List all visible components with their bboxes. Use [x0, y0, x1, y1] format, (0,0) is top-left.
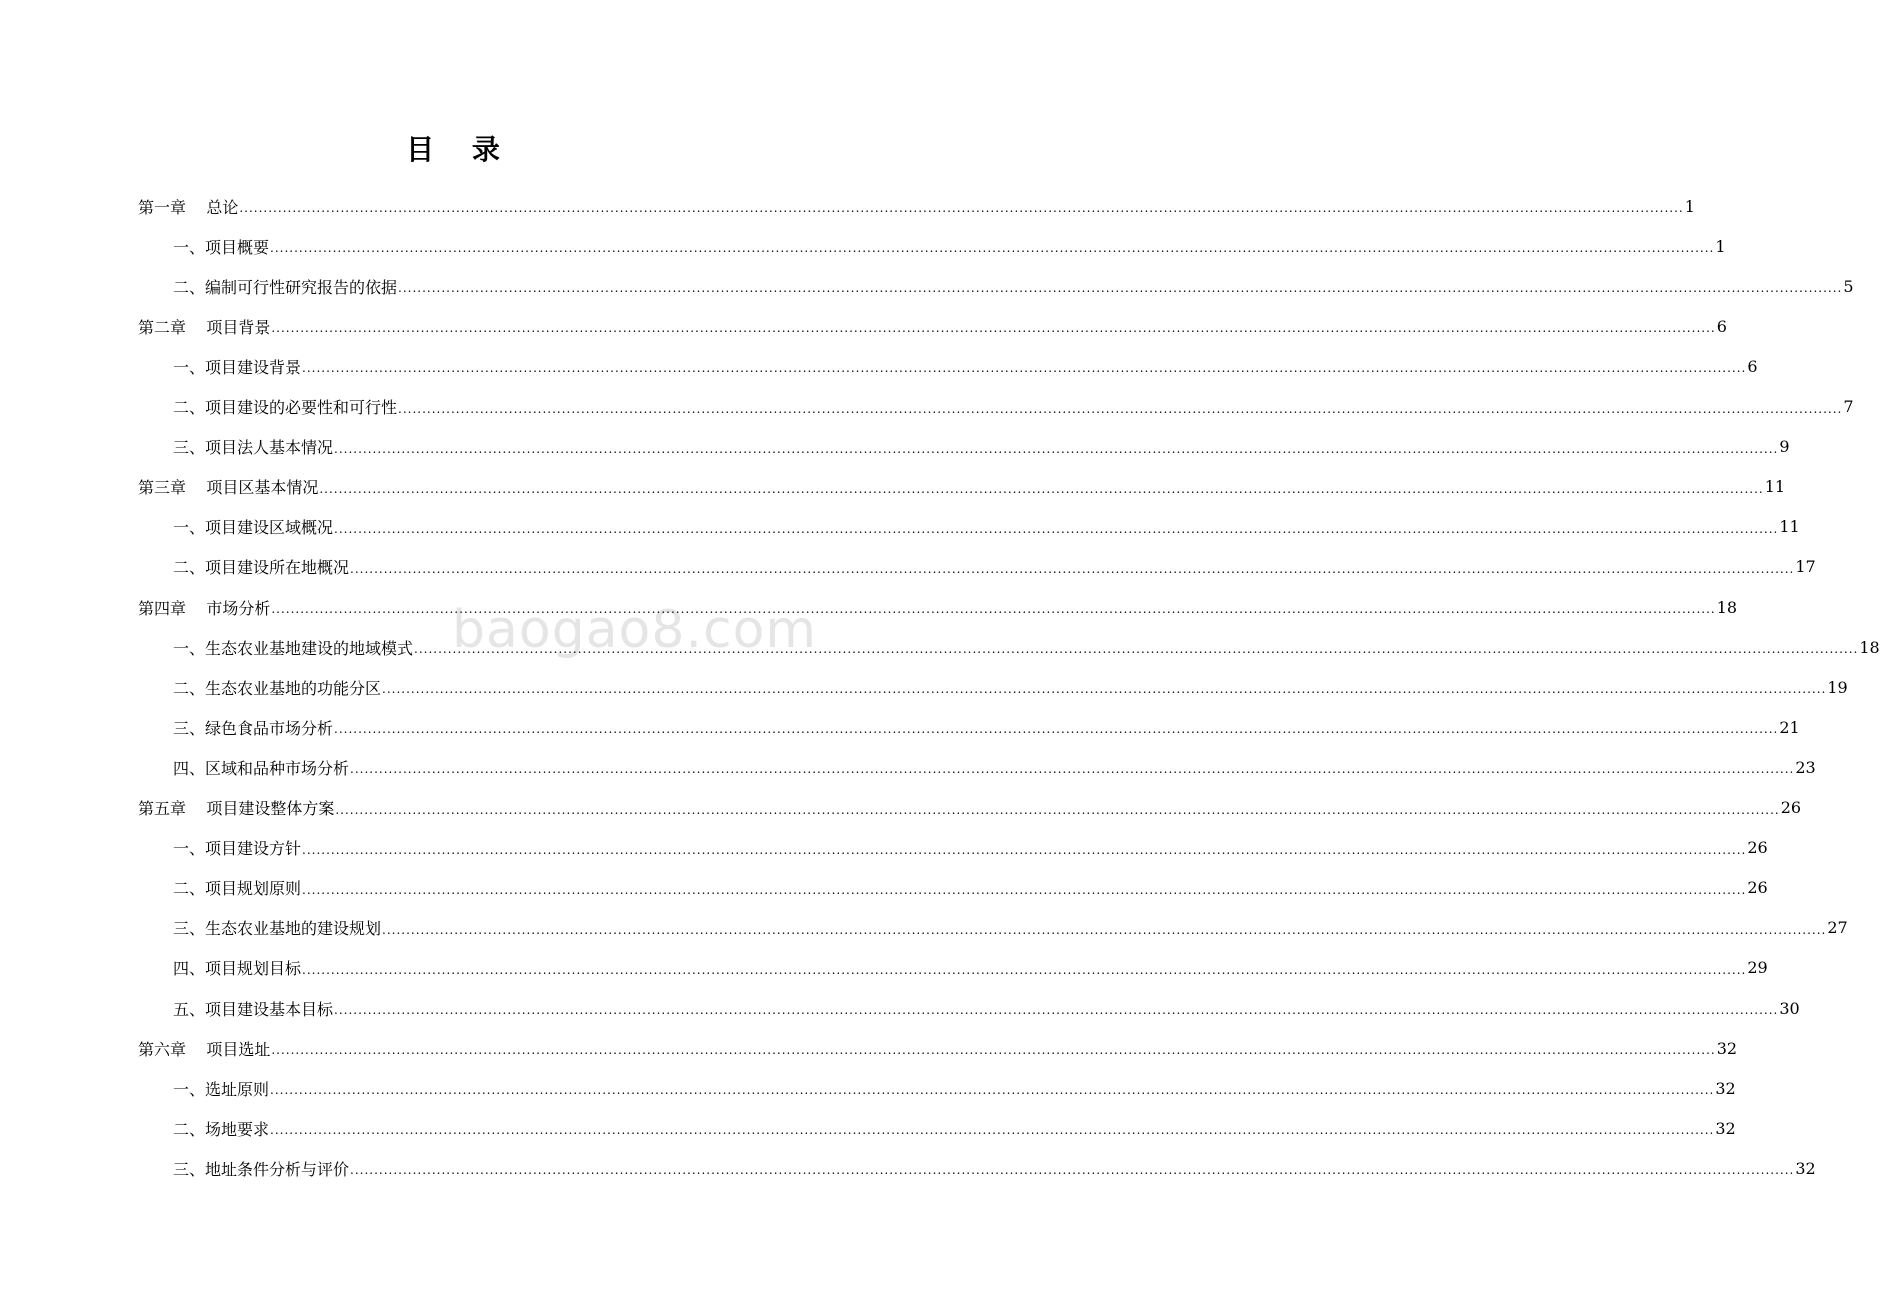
toc-page-number: 19 — [1827, 677, 1848, 697]
toc-section-entry[interactable] — [0, 988, 1800, 1028]
toc-dot-leader: ............................................................................................................................................................................................................................................................................................................ — [319, 481, 1764, 496]
toc-chapter-entry[interactable] — [0, 788, 1802, 828]
toc-dot-leader: ............................................................................................................................................................................................................................................................................................................ — [270, 1083, 1715, 1098]
toc-entry-title: 五、项目建设基本目标 — [173, 999, 334, 1019]
toc-chapter-entry[interactable] — [0, 186, 1695, 226]
toc-section-entry[interactable] — [0, 627, 1880, 667]
toc-section-entry[interactable] — [0, 747, 1816, 787]
toc-entry-title: 第四章 市场分析 — [138, 598, 271, 618]
toc-section-entry[interactable] — [0, 387, 1854, 427]
toc-section-entry[interactable] — [0, 346, 1758, 386]
toc-section-entry[interactable] — [0, 1148, 1816, 1188]
toc-entry-title: 四、区域和品种市场分析 — [173, 758, 350, 778]
toc-dot-leader: ............................................................................................................................................................................................................................................................................................................ — [270, 1123, 1715, 1138]
toc-entry-title: 一、选址原则 — [173, 1079, 270, 1099]
toc-entry-title: 二、项目建设所在地概况 — [173, 558, 350, 578]
toc-page-number: 30 — [1779, 998, 1800, 1018]
toc-entry-title: 一、项目建设背景 — [173, 357, 302, 377]
toc-dot-leader: ............................................................................................................................................................................................................................................................................................................ — [382, 682, 1827, 697]
toc-entry-title: 三、绿色食品市场分析 — [173, 718, 334, 738]
toc-page-number: 26 — [1747, 838, 1768, 858]
toc-entry-title: 二、生态农业基地的功能分区 — [173, 678, 382, 698]
toc-page-number: 23 — [1795, 757, 1816, 777]
toc-dot-leader: ............................................................................................................................................................................................................................................................................................................ — [350, 1163, 1795, 1178]
toc-page-number: 11 — [1779, 517, 1800, 537]
toc-section-entry[interactable] — [0, 547, 1816, 587]
toc-chapter-entry[interactable] — [0, 467, 1786, 507]
toc-dot-leader: ............................................................................................................................................................................................................................................................................................................ — [334, 521, 1779, 536]
toc-page-number: 18 — [1859, 637, 1880, 657]
toc-section-entry[interactable] — [0, 266, 1854, 306]
watermark: baogao8.com — [452, 600, 818, 660]
toc-section-entry[interactable] — [0, 427, 1790, 467]
toc-entry-title: 二、项目建设的必要性和可行性 — [173, 398, 398, 417]
toc-dot-leader: ............................................................................................................................................................................................................................................................................................................ — [302, 882, 1747, 897]
toc-page-number: 11 — [1764, 477, 1786, 497]
toc-page-number: 1 — [1715, 236, 1726, 256]
toc-dot-leader: ............................................................................................................................................................................................................................................................................................................ — [335, 802, 1780, 817]
toc-entry-title: 三、项目法人基本情况 — [173, 438, 334, 458]
toc-entry-title: 第五章 项目建设整体方案 — [138, 799, 335, 818]
toc-page-number: 17 — [1795, 557, 1816, 577]
toc-dot-leader: ............................................................................................................................................................................................................................................................................................................ — [271, 602, 1716, 616]
toc-page-number: 29 — [1747, 958, 1768, 978]
toc-section-entry[interactable] — [0, 507, 1800, 547]
toc-page-number: 5 — [1843, 276, 1854, 296]
toc-page-number: 6 — [1716, 316, 1727, 336]
toc-entry-title: 第一章 总论 — [138, 197, 239, 217]
toc-section-entry[interactable] — [0, 828, 1768, 868]
toc-section-entry[interactable] — [0, 667, 1848, 707]
toc-page-number: 7 — [1843, 397, 1854, 416]
toc-page-number: 27 — [1827, 918, 1848, 938]
toc-dot-leader: ............................................................................................................................................................................................................................................................................................................ — [334, 1003, 1779, 1017]
toc-dot-leader: ............................................................................................................................................................................................................................................................................................................ — [398, 281, 1843, 296]
toc-page-number: 21 — [1779, 717, 1800, 737]
toc-page-number: 26 — [1780, 798, 1802, 817]
toc-page-number: 9 — [1779, 437, 1790, 457]
toc-entry-title: 第二章 项目背景 — [138, 317, 271, 337]
toc-page-number: 1 — [1684, 196, 1695, 216]
toc-dot-leader: ............................................................................................................................................................................................................................................................................................................ — [350, 561, 1795, 576]
toc-page-number: 26 — [1747, 878, 1768, 898]
toc-dot-leader: ............................................................................................................................................................................................................................................................................................................ — [334, 722, 1779, 737]
toc-page-number: 32 — [1716, 1038, 1738, 1058]
toc-section-entry[interactable] — [0, 868, 1768, 908]
toc-entry-title: 二、编制可行性研究报告的依据 — [173, 277, 398, 297]
toc-chapter-entry[interactable] — [0, 306, 1727, 346]
toc-section-entry[interactable] — [0, 1108, 1736, 1148]
toc-entry-title: 一、项目建设区域概况 — [173, 518, 334, 538]
toc-chapter-entry[interactable] — [0, 587, 1738, 627]
toc-entry-title: 第三章 项目区基本情况 — [138, 478, 319, 498]
toc-section-entry[interactable] — [0, 908, 1848, 948]
toc-entry-title: 二、场地要求 — [173, 1119, 270, 1139]
toc-entry-title: 一、项目建设方针 — [173, 839, 302, 859]
toc-dot-leader: ............................................................................................................................................................................................................................................................................................................ — [239, 201, 1684, 215]
toc-dot-leader: ............................................................................................................................................................................................................................................................................................................ — [271, 1043, 1716, 1058]
toc-dot-leader: ............................................................................................................................................................................................................................................................................................................ — [302, 962, 1747, 977]
toc-page-number: 6 — [1747, 356, 1758, 376]
toc-page-number: 32 — [1715, 1078, 1736, 1098]
page-title: 目 录 — [406, 133, 514, 166]
toc-dot-leader: ............................................................................................................................................................................................................................................................................................................ — [398, 401, 1843, 416]
toc-section-entry[interactable] — [0, 707, 1800, 747]
toc-dot-leader: ............................................................................................................................................................................................................................................................................................................ — [302, 361, 1747, 376]
toc-page-number: 32 — [1715, 1118, 1736, 1138]
toc-dot-leader: ............................................................................................................................................................................................................................................................................................................ — [271, 321, 1716, 336]
toc-entry-title: 四、项目规划目标 — [173, 959, 302, 979]
toc-dot-leader: ............................................................................................................................................................................................................................................................................................................ — [302, 842, 1747, 857]
toc-page-number: 32 — [1795, 1158, 1816, 1178]
toc-entry-title: 三、生态农业基地的建设规划 — [173, 919, 382, 939]
toc-dot-leader: ............................................................................................................................................................................................................................................................................................................ — [350, 762, 1795, 777]
toc-entry-title: 一、项目概要 — [173, 237, 270, 257]
toc-entry-title: 第六章 项目选址 — [138, 1039, 271, 1059]
toc-dot-leader: ............................................................................................................................................................................................................................................................................................................ — [334, 441, 1779, 456]
toc-chapter-entry[interactable] — [0, 1028, 1738, 1068]
toc-entry-title: 二、项目规划原则 — [173, 879, 302, 899]
toc-dot-leader: ............................................................................................................................................................................................................................................................................................................ — [414, 642, 1859, 657]
toc-dot-leader: ............................................................................................................................................................................................................................................................................................................ — [270, 241, 1715, 256]
toc-entry-title: 一、生态农业基地建设的地域模式 — [173, 638, 414, 658]
toc-entry-title: 三、地址条件分析与评价 — [173, 1159, 350, 1179]
toc-section-entry[interactable] — [0, 226, 1726, 266]
toc-section-entry[interactable] — [0, 1068, 1736, 1108]
toc-page-number: 18 — [1716, 597, 1738, 617]
toc-section-entry[interactable] — [0, 948, 1768, 988]
toc-dot-leader: ............................................................................................................................................................................................................................................................................................................ — [382, 922, 1827, 937]
